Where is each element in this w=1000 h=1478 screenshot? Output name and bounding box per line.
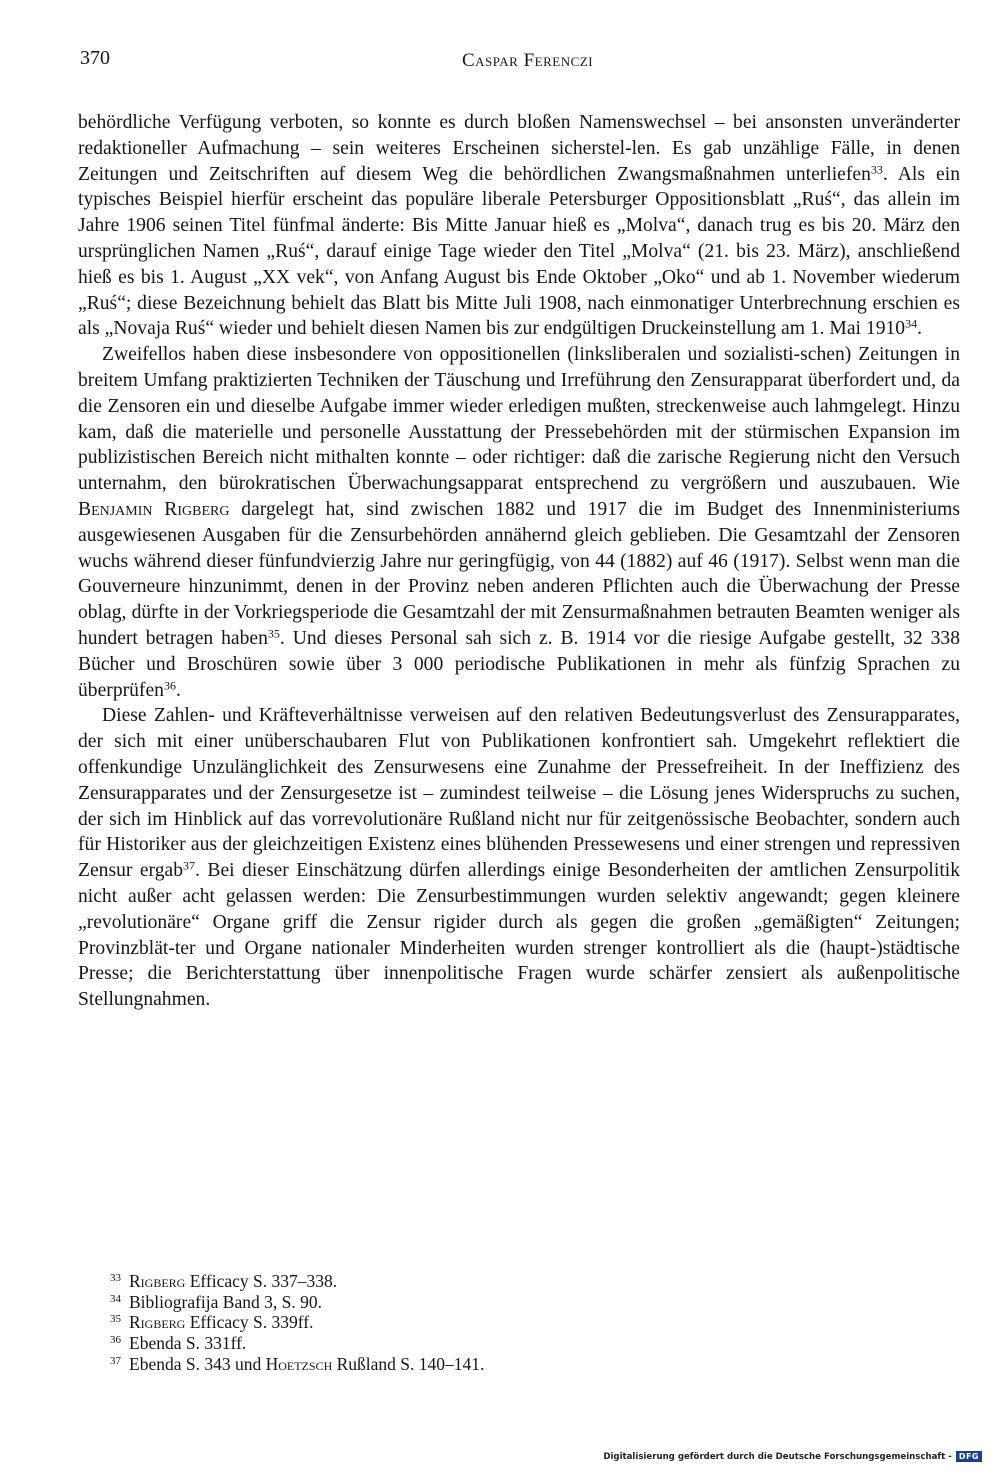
footnote-36 <box>107 1333 907 1354</box>
footnote-number: 34 <box>110 1292 121 1305</box>
footnote-text <box>129 1271 337 1292</box>
text-run: Bibliografija Band 3, S. 90. <box>129 1291 322 1312</box>
paragraph-3 <box>78 703 960 1013</box>
text-run: Efficacy S. 337–338. <box>185 1271 338 1291</box>
footnote-ref-34[interactable]: 34 <box>905 316 918 331</box>
footnote-ref-37[interactable]: 37 <box>183 858 196 873</box>
footnote-35 <box>107 1312 907 1333</box>
footnote-ref-35[interactable]: 35 <box>267 626 280 641</box>
text-run: Ebenda S. 331ff. <box>129 1333 247 1354</box>
footnote-number: 35 <box>110 1313 121 1326</box>
paragraph-1 <box>78 110 960 342</box>
page-number: 370 <box>80 47 110 69</box>
dfg-logo: DFG <box>956 1451 982 1462</box>
author-name: Hoetzsch <box>265 1353 333 1374</box>
footnote-text <box>129 1292 322 1313</box>
author-name: Rigberg <box>129 1271 186 1291</box>
text-run: Efficacy S. 339ff. <box>185 1312 314 1333</box>
text-run: Zweifellos haben diese insbesondere von oppositionellen (linksliberalen und sozialisti-schen) Zeitungen in breitem Umfang praktizierten Techniken der Täuschung und Irreführung den Zensurapparat überfordert und, da die Zensoren ein und dieselbe Aufgabe immer wieder erledigen mußten, streckenweise auch lahmgelegt. Hinzu kam, daß die materielle und personelle Ausstattung der Pressebehörden mit der stürmischen Expansion im publizistischen Bereich nicht mithalten konnte – oder richtiger: daß die zarische Regierung nicht den Versuch unternahm, den bürokratischen Überwachungsapparat entsprechend zu vergrößern und auszubauen. Wie <box>78 344 960 495</box>
author-name: Rigberg <box>129 1312 186 1333</box>
text-run: . <box>917 318 922 340</box>
footnote-number: 33 <box>110 1272 121 1284</box>
author-name: Benjamin Rigberg <box>78 498 230 520</box>
footnote-text <box>129 1333 246 1354</box>
footnote-37 <box>107 1354 907 1375</box>
credit-text: Digitalisierung gefördert durch die Deutsche Forschungsgemeinschaft - <box>603 1451 952 1462</box>
paragraph-2 <box>78 342 960 703</box>
text-run: behördliche Verfügung verboten, so konnte es durch bloßen Namenswechsel – bei ansonsten unveränderter redaktioneller Aufmachung – sein weiteres Erscheinen sicherstel-len. Es gab unzählige Fälle, in denen Zeitungen und Zeitschriften auf diesem Weg die behördlichen Zwangsmaßnahmen unterliefen <box>78 112 960 185</box>
footnote-number: 37 <box>110 1354 121 1367</box>
footnote-text <box>129 1312 313 1333</box>
running-head: Caspar Ferenczi <box>461 50 594 71</box>
footnote-ref-33[interactable]: 33 <box>870 162 883 176</box>
text-run: . <box>175 679 181 701</box>
text-run: . Bei dieser Einschätzung dürfen allerdings einige Besonderheiten der amtlichen Zensurpolitik nicht außer acht gelassen werden: Die Zensurbestimmungen wurden selektiv angewandt; gegen kleinere „revolutionäre“ Organe griff die Zensur rigider durch als gegen die großen „gemäßigten“ Zeitungen; Provinzblät-ter und Organe nationaler Minderheiten wurden strenger kontrolliert als die (haupt-)städtische Presse; die Berichterstattung über innenpolitische Fragen wurde schärfer zensiert als außenpolitische Stellungnahmen. <box>78 860 961 1011</box>
text-run: Ebenda S. 343 und <box>129 1353 266 1374</box>
body-text <box>78 110 960 1013</box>
footnotes <box>107 1271 907 1375</box>
footnote-34 <box>107 1292 907 1313</box>
text-run: Diese Zahlen- und Kräfteverhältnisse verweisen auf den relativen Bedeutungsverlust des Zensurapparates, der sich mit einer unüberschaubaren Flut von Publikationen konfrontiert sah. Umgekehrt reflektiert die offenkundige Unzulänglichkeit des Zensurwesens eine Zunahme der Pressefreiheit. In der Ineffizienz des Zensurapparates und der Zensurgesetze ist – zumindest teilweise – die Lösung jenes Widerspruchs zu suchen, der sich im Hinblick auf das vorrevolutionäre Rußland nicht nur für zeitgenössische Beobachter, sondern auch für Historiker aus der gleichzeitigen Existenz eines blühenden Pressewesens und einer strengen und repressiven Zensur ergab <box>78 705 960 882</box>
text-run: Rußland S. 140–141. <box>332 1353 485 1374</box>
digitization-credit <box>603 1451 982 1462</box>
footnote-text <box>129 1354 484 1375</box>
text-run: . Als ein typisches Beispiel hierfür erscheint das populäre liberale Petersburger Oppositionsblatt „Ruś“, das allein im Jahre 1906 seinen Titel fünfmal änderte: Bis Mitte Januar hieß es „Molva“, danach trug es bis 20. März den ursprünglichen Namen „Ruś“, darauf einige Tage wieder den Titel „Molva“ (21. bis 23. März), anschließend hieß es bis 1. August „XX vek“, von Anfang August bis Ende Oktober „Oko“ und ab 1. November wiederum „Ruś“; diese Bezeichnung behielt das Blatt bis Mitte Juli 1908, nach einmonatiger Unterbrechnung erschien es als „Novaja Ruś“ wieder und behielt diesen Namen bis zur endgültigen Druckeinstellung am 1. Mai 1910 <box>78 163 960 340</box>
text-run: . Und dieses Personal sah sich z. B. 1914 vor die riesige Aufgabe gestellt, 32 338 Bücher und Broschüren sowie über 3 000 periodische Publikationen in mehr als fünfzig Sprachen zu überprüfen <box>78 627 960 701</box>
footnote-number: 36 <box>110 1334 121 1347</box>
footnote-33 <box>107 1271 907 1292</box>
footnote-ref-36[interactable]: 36 <box>163 677 176 692</box>
text-run: dargelegt hat, sind zwischen 1882 und 1917 die im Budget des Innenministeriums ausgewiesenen Ausgaben für die Zensurbehörden annähernd gleich geblieben. Die Gesamtzahl der Zensoren wuchs während dieser fünfundvierzig Jahre nur geringfügig, von 44 (1882) auf 46 (1917). Selbst wenn man die Gouverneure hinzunimmt, denen in der Provinz neben anderen Pflichten auch die Überwachung der Presse oblag, dürfte in der Vorkriegsperiode die Gesamtzahl der mit Zensurmaßnahmen betrauten Beamten weniger als hundert betragen haben <box>78 498 960 649</box>
